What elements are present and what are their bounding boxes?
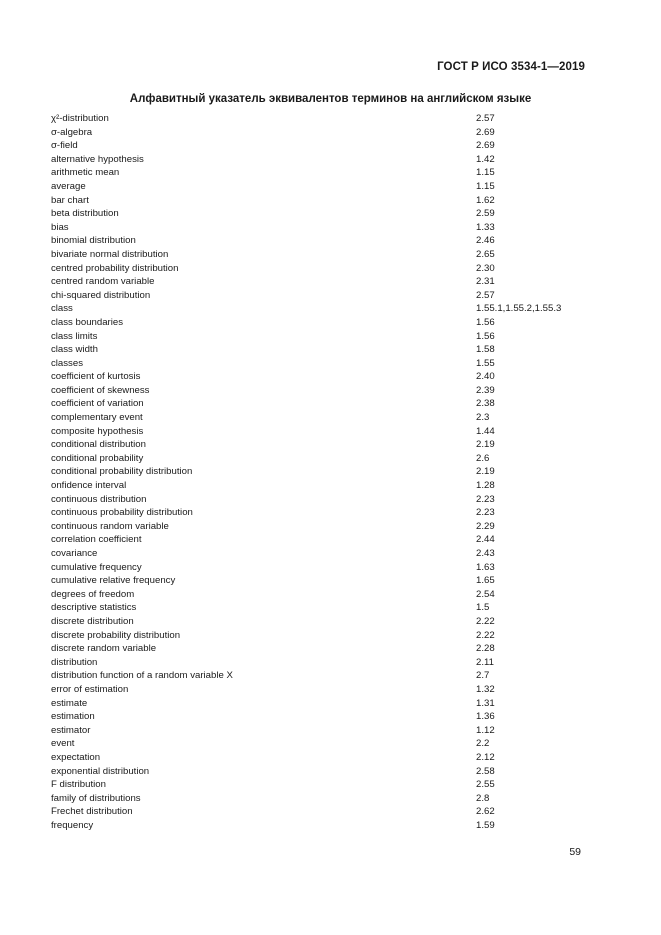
- index-entry: [51, 262, 611, 276]
- index-term: χ²-distribution: [51, 113, 109, 124]
- index-term: distribution function of a random variable X: [51, 670, 233, 682]
- index-reference: 2.38: [476, 398, 495, 410]
- index-reference: 2.22: [476, 629, 495, 641]
- index-reference: 2.58: [476, 765, 495, 777]
- index-reference: 2.69: [476, 126, 495, 138]
- index-reference: 2.44: [476, 534, 495, 546]
- index-term: composite hypothesis: [51, 425, 144, 437]
- index-term: centred random variable: [51, 276, 155, 288]
- index-reference: 1.59: [476, 819, 495, 831]
- index-entry: [51, 765, 611, 779]
- index-reference: 2.39: [476, 384, 495, 396]
- index-term: coefficient of skewness: [51, 384, 150, 396]
- index-term: error of estimation: [51, 683, 129, 695]
- index-entry: [51, 465, 611, 479]
- index-term: binomial distribution: [51, 235, 136, 247]
- index-reference: 2.65: [476, 248, 495, 260]
- index-reference: 1.36: [476, 711, 495, 723]
- index-reference: 2.12: [476, 751, 495, 763]
- index-term: continuous probability distribution: [51, 507, 193, 519]
- index-entry: [51, 357, 611, 371]
- index-reference: 1.55: [476, 357, 495, 369]
- index-term: coefficient of variation: [51, 398, 144, 410]
- index-term: centred probability distribution: [51, 262, 179, 274]
- index-entry: [51, 683, 611, 697]
- index-entry: [51, 112, 611, 126]
- index-reference: 2.30: [476, 262, 495, 274]
- index-list: [51, 112, 611, 832]
- index-term: bias: [51, 221, 69, 233]
- index-reference: 2.23: [476, 493, 495, 505]
- index-entry: [51, 778, 611, 792]
- index-reference: 2.29: [476, 520, 495, 532]
- index-term: beta distribution: [51, 208, 119, 220]
- index-reference: 1.55.1,1.55.2,1.55.3: [476, 303, 562, 315]
- index-entry: [51, 316, 611, 330]
- index-term: class boundaries: [51, 316, 123, 328]
- index-entry: [51, 302, 611, 316]
- index-entry: [51, 493, 611, 507]
- index-term: σ-field: [51, 140, 78, 152]
- index-entry: [51, 669, 611, 683]
- index-entry: [51, 520, 611, 534]
- index-reference: 2.69: [476, 140, 495, 152]
- index-entry: [51, 221, 611, 235]
- index-entry: [51, 343, 611, 357]
- index-entry: [51, 574, 611, 588]
- index-entry: [51, 289, 611, 303]
- index-term: distribution: [51, 656, 98, 668]
- index-entry: [51, 126, 611, 140]
- index-term: arithmetic mean: [51, 167, 120, 179]
- index-reference: 2.40: [476, 371, 495, 383]
- index-term: bar chart: [51, 194, 89, 206]
- index-reference: 1.33: [476, 221, 495, 233]
- index-entry: [51, 751, 611, 765]
- index-entry: [51, 139, 611, 153]
- index-entry: [51, 547, 611, 561]
- index-term: classes: [51, 357, 83, 369]
- index-entry: [51, 234, 611, 248]
- index-entry: [51, 479, 611, 493]
- index-term: σ-algebra: [51, 126, 93, 138]
- index-entry: [51, 411, 611, 425]
- index-term: coefficient of kurtosis: [51, 371, 141, 383]
- index-reference: 2.7: [476, 670, 490, 682]
- index-entry: [51, 275, 611, 289]
- index-reference: 2.6: [476, 452, 490, 464]
- index-reference: 2.11: [476, 656, 494, 668]
- index-reference: 1.31: [476, 697, 495, 709]
- index-entry: [51, 330, 611, 344]
- index-reference: 2.22: [476, 615, 495, 627]
- index-term: complementary event: [51, 412, 143, 424]
- index-entry: [51, 248, 611, 262]
- index-reference: 2.54: [476, 588, 495, 600]
- index-reference: 2.55: [476, 779, 495, 791]
- index-reference: 1.65: [476, 575, 495, 587]
- index-entry: [51, 819, 611, 833]
- index-entry: [51, 533, 611, 547]
- index-term: estimation: [51, 711, 95, 723]
- index-title: Алфавитный указатель эквивалентов терминов на английском языке: [129, 93, 532, 105]
- index-term: expectation: [51, 751, 101, 763]
- index-reference: 2.43: [476, 548, 495, 559]
- index-entry: [51, 642, 611, 656]
- index-term: conditional distribution: [51, 439, 146, 451]
- index-entry: [51, 397, 611, 411]
- index-entry: [51, 506, 611, 520]
- index-entry: [51, 724, 611, 738]
- index-reference: 2.2: [476, 738, 490, 750]
- index-entry: [51, 425, 611, 439]
- index-reference: 1.28: [476, 480, 495, 492]
- index-term: event: [51, 738, 75, 750]
- index-reference: 1.15: [476, 180, 495, 192]
- index-term: Frechet distribution: [51, 806, 133, 818]
- index-term: conditional probability: [51, 452, 144, 464]
- index-entry: [51, 615, 611, 629]
- index-entry: [51, 805, 611, 819]
- page-number: 59: [569, 846, 581, 858]
- index-entry: [51, 166, 611, 180]
- index-reference: 2.59: [476, 208, 495, 220]
- index-reference: 1.44: [476, 425, 495, 437]
- index-entry: [51, 384, 611, 398]
- index-reference: 1.12: [476, 724, 495, 736]
- index-term: alternative hypothesis: [51, 153, 144, 165]
- index-term: class limits: [51, 330, 98, 342]
- index-entry: [51, 792, 611, 806]
- index-entry: [51, 656, 611, 670]
- index-term: F distribution: [51, 779, 106, 791]
- index-term: cumulative relative frequency: [51, 575, 176, 587]
- index-term: discrete random variable: [51, 643, 157, 655]
- index-entry: [51, 438, 611, 452]
- index-reference: 2.19: [476, 466, 495, 478]
- index-reference: 2.62: [476, 806, 495, 818]
- index-term: estimate: [51, 697, 88, 709]
- index-entry: [51, 601, 611, 615]
- index-entry: [51, 561, 611, 575]
- index-term: estimator: [51, 724, 91, 736]
- index-reference: 2.46: [476, 235, 495, 247]
- index-reference: 2.19: [476, 439, 495, 451]
- index-reference: 2.8: [476, 792, 490, 804]
- index-entry: [51, 737, 611, 751]
- index-reference: 2.31: [476, 276, 495, 288]
- index-term: descriptive statistics: [51, 602, 137, 614]
- index-reference: 2.28: [476, 643, 495, 655]
- document-code: ГОСТ Р ИСО 3534-1—2019: [437, 61, 585, 73]
- index-entry: [51, 629, 611, 643]
- index-term: discrete probability distribution: [51, 629, 181, 641]
- index-term: class width: [51, 344, 98, 356]
- index-term: correlation coefficient: [51, 534, 142, 546]
- index-term: class: [51, 303, 73, 315]
- index-term: cumulative frequency: [51, 561, 142, 573]
- index-reference: 2.23: [476, 507, 495, 519]
- index-term: continuous random variable: [51, 520, 169, 532]
- index-term: frequency: [51, 819, 94, 831]
- index-term: discrete distribution: [51, 615, 134, 627]
- index-reference: 1.56: [476, 330, 495, 342]
- index-entry: [51, 153, 611, 167]
- index-reference: 1.56: [476, 316, 495, 328]
- index-term: chi-squared distribution: [51, 289, 151, 301]
- index-entry: [51, 194, 611, 208]
- index-entry: [51, 207, 611, 221]
- index-term: degrees of freedom: [51, 588, 135, 600]
- index-reference: 1.63: [476, 561, 495, 573]
- index-term: conditional probability distribution: [51, 466, 193, 478]
- index-reference: 1.42: [476, 153, 495, 165]
- index-entry: [51, 370, 611, 384]
- index-entry: [51, 710, 611, 724]
- index-entry: [51, 588, 611, 602]
- index-term: onfidence interval: [51, 480, 127, 492]
- index-term: covariance: [51, 548, 98, 559]
- index-term: family of distributions: [51, 792, 141, 804]
- index-term: exponential distribution: [51, 765, 150, 777]
- index-term: continuous distribution: [51, 493, 147, 505]
- index-term: average: [51, 180, 86, 192]
- index-entry: [51, 180, 611, 194]
- index-reference: 2.57: [476, 289, 495, 301]
- index-term: bivariate normal distribution: [51, 248, 169, 260]
- index-entry: [51, 697, 611, 711]
- index-reference: 2.57: [476, 113, 495, 124]
- index-reference: 1.15: [476, 167, 495, 179]
- index-reference: 2.3: [476, 412, 490, 424]
- index-entry: [51, 452, 611, 466]
- index-reference: 1.62: [476, 194, 495, 206]
- index-reference: 1.32: [476, 683, 495, 695]
- index-reference: 1.5: [476, 602, 490, 614]
- index-reference: 1.58: [476, 344, 495, 356]
